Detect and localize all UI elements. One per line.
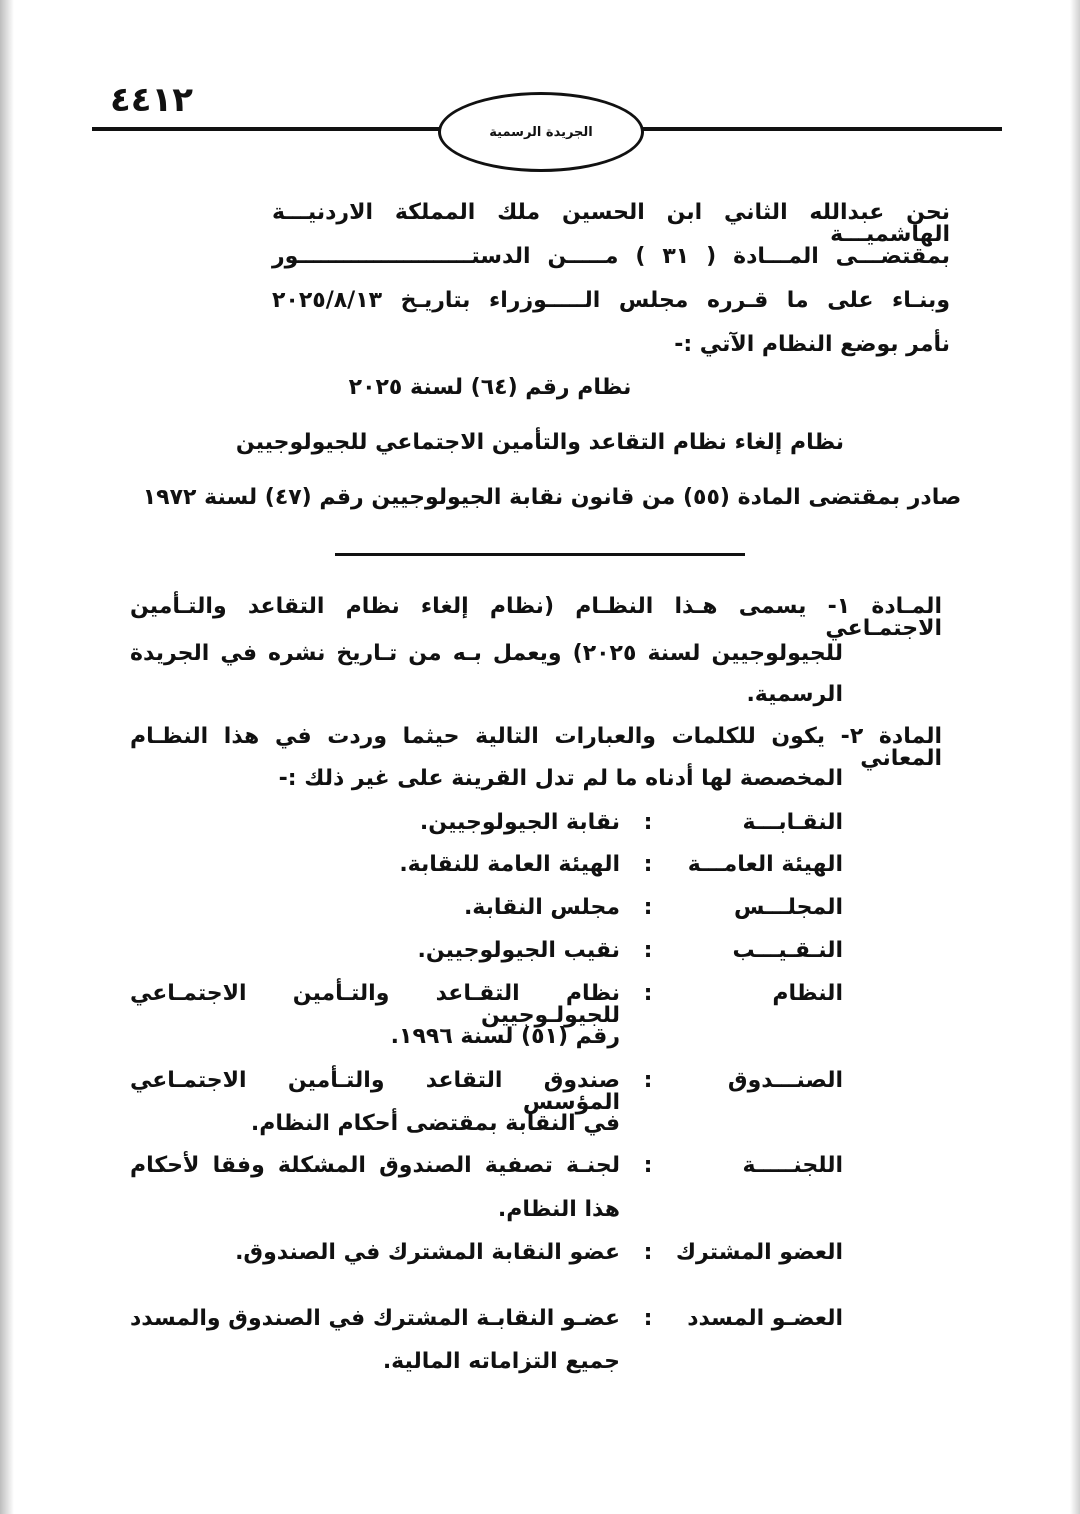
article-1-line-1: المـادة ١- يسمى هـذا النظـام (نظام إلغاء نظام التقاعد والتـأمين الاجتمـاعي	[130, 594, 942, 641]
definition-colon: :	[643, 1240, 653, 1265]
definition-text-continued: رقم (٥١) لسنة ١٩٩٦.	[390, 1024, 620, 1049]
definition-text: عضو النقابة المشترك في الصندوق.	[235, 1240, 620, 1265]
article-2-line-2: المخصصة لها أدناه ما لم تدل القرينة على غير ذلك :-	[278, 766, 843, 791]
definition-term: النقـابـــة	[742, 810, 843, 835]
definition-text: نظام التقـاعد والتـأمين الاجتمـاعي للجيولـوجيين	[130, 981, 620, 1028]
definition-colon: :	[643, 1153, 653, 1178]
definition-colon: :	[643, 1068, 653, 1093]
definition-colon: :	[643, 1306, 653, 1331]
definition-term: النـقـيـــب	[732, 938, 843, 963]
definition-term: العضـو المسدد	[687, 1306, 843, 1331]
preamble-line-3: وبنـاء على ما قـرره مجلس الـــــوزراء بتاريـخ ٢٠٢٥/٨/١٣	[272, 288, 950, 313]
regulation-issued-under: صادر بمقتضى المادة (٥٥) من قانون نقابة الجيولوجيين رقم (٤٧) لسنة ١٩٧٢	[142, 485, 962, 510]
preamble-line-1: نحن عبدالله الثاني ابن الحسين ملك المملكة الاردنيـــة الهاشميـــة	[272, 200, 950, 247]
definition-colon: :	[643, 981, 653, 1006]
definition-text: لجنـة تصفية الصندوق المشكلة وفقا لأحكام	[130, 1153, 620, 1178]
definition-text: صندوق التقاعد والتـأمين الاجتمـاعي المؤسس	[130, 1068, 620, 1115]
regulation-number: نظام رقم (٦٤) لسنة ٢٠٢٥	[348, 375, 632, 400]
page-edge-shadow-right	[1070, 0, 1080, 1514]
definition-colon: :	[643, 938, 653, 963]
page-edge-shadow-left	[0, 0, 14, 1514]
definition-text: مجلس النقابة.	[463, 895, 620, 920]
article-1-line-2: للجيولوجيين لسنة ٢٠٢٥) ويعمل بـه من تـاريخ نشره في الجريدة	[130, 641, 844, 666]
definition-colon: :	[643, 895, 653, 920]
definition-text-continued: هذا النظام.	[497, 1197, 620, 1222]
definition-term: المجلـــس	[733, 895, 843, 920]
page-number: ٤٤١٢	[110, 80, 194, 120]
definition-text: نقابة الجيولوجيين.	[419, 810, 620, 835]
article-2-line-1: المادة ٢- يكون للكلمات والعبارات التالية حيثما وردت في هذا النظـام المعاني	[130, 724, 943, 771]
preamble-line-2: بمقتضـــى المـــادة ( ٣١ ) مـــــن الدستـــــــــــــــــــــــور	[272, 244, 950, 269]
regulation-title: نظام إلغاء نظام التقاعد والتأمين الاجتماعي للجيولوجيين	[235, 430, 845, 455]
definition-term: النظام	[772, 981, 843, 1006]
definition-term: الهيئة العامـــة	[687, 852, 843, 877]
definition-text: عضـو النقابـة المشترك في الصندوق والمسدد	[130, 1306, 620, 1331]
definition-text: نقيب الجيولوجيين.	[417, 938, 620, 963]
gazette-label: الجريدة الرسمية	[489, 124, 593, 140]
gazette-emblem-oval	[438, 92, 644, 172]
definition-text: الهيئة العامة للنقابة.	[399, 852, 620, 877]
article-1-line-3: الرسمية.	[746, 682, 843, 707]
definition-term: العضو المشترك	[675, 1240, 843, 1265]
definition-colon: :	[643, 852, 653, 877]
definition-text-continued: في النقابة بمقتضى أحكام النظام.	[250, 1111, 620, 1136]
section-divider	[335, 553, 745, 556]
definition-term: اللجنـــــة	[742, 1153, 843, 1178]
definition-colon: :	[643, 810, 653, 835]
preamble-line-4: نأمر بوضع النظام الآتي :-	[674, 332, 950, 357]
definition-term: الصنـــدوق	[727, 1068, 843, 1093]
definition-text-continued: جميع التزاماته المالية.	[382, 1349, 620, 1374]
